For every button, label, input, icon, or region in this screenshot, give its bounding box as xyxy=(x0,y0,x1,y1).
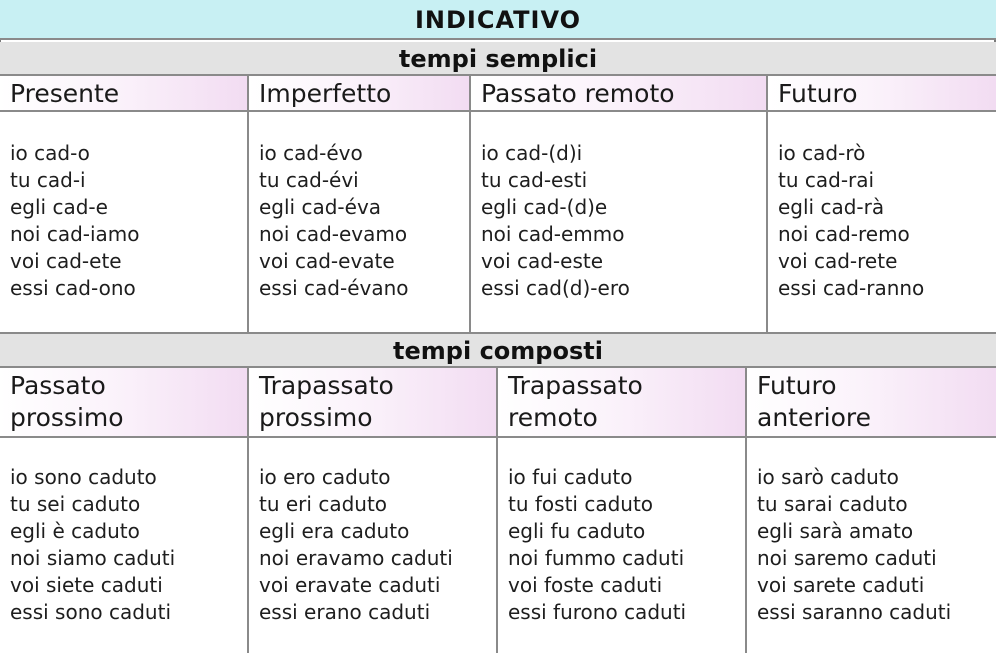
form-line: tu eri caduto xyxy=(259,492,388,516)
tense-header-imperfetto: Imperfetto xyxy=(249,76,471,112)
form-line: io cad-évo xyxy=(259,141,363,165)
form-line: egli è caduto xyxy=(10,519,140,543)
form-line: essi saranno caduti xyxy=(757,600,952,624)
form-line: io ero caduto xyxy=(259,465,391,489)
form-line: voi foste caduti xyxy=(508,573,663,597)
simple-tense-forms-row xyxy=(0,112,996,332)
forms-presente xyxy=(0,112,249,332)
form-line: tu cad-évi xyxy=(259,168,359,192)
tense-header-passato-prossimo: Passato prossimo xyxy=(0,368,249,438)
form-line: io fui caduto xyxy=(508,465,633,489)
tense-header-trapassato-remoto: Trapassato remoto xyxy=(498,368,747,438)
form-line: noi cad-iamo xyxy=(10,222,140,246)
form-line: egli fu caduto xyxy=(508,519,646,543)
form-line: tu sei caduto xyxy=(10,492,141,516)
form-line: essi cad-ranno xyxy=(778,276,925,300)
form-line: voi cad-evate xyxy=(259,249,395,273)
form-line: essi furono caduti xyxy=(508,600,687,624)
form-line: noi cad-remo xyxy=(778,222,910,246)
tense-header-futuro-anteriore: Futuro anteriore xyxy=(747,368,996,438)
form-line: voi sarete caduti xyxy=(757,573,925,597)
tense-header-trapassato-prossimo: Trapassato prossimo xyxy=(249,368,498,438)
form-line: voi eravate caduti xyxy=(259,573,441,597)
form-line: io cad-o xyxy=(10,141,90,165)
forms-imperfetto xyxy=(249,112,471,332)
form-line: voi siete caduti xyxy=(10,573,163,597)
forms-trapassato-prossimo xyxy=(249,438,498,653)
form-line: egli cad-éva xyxy=(259,195,382,219)
form-line: noi saremo caduti xyxy=(757,546,937,570)
forms-futuro-anteriore xyxy=(747,438,996,653)
form-line: egli cad-e xyxy=(10,195,108,219)
forms-passato-prossimo xyxy=(0,438,249,653)
form-line: egli sarà amato xyxy=(757,519,914,543)
form-line: io sarò caduto xyxy=(757,465,899,489)
form-line: egli cad-(d)e xyxy=(481,195,608,219)
forms-passato-remoto xyxy=(471,112,768,332)
form-line: essi cad-ono xyxy=(10,276,136,300)
form-line: essi cad(d)-ero xyxy=(481,276,630,300)
form-line: io cad-rò xyxy=(778,141,866,165)
section-heading-simple: tempi semplici xyxy=(0,42,996,76)
form-line: voi cad-ete xyxy=(10,249,122,273)
forms-trapassato-remoto xyxy=(498,438,747,653)
form-line: tu sarai caduto xyxy=(757,492,908,516)
form-line: voi cad-rete xyxy=(778,249,898,273)
form-line: voi cad-este xyxy=(481,249,604,273)
form-line: tu cad-rai xyxy=(778,168,875,192)
form-line: io cad-(d)i xyxy=(481,141,583,165)
tense-header-passato-remoto: Passato remoto xyxy=(471,76,768,112)
form-line: noi fummo caduti xyxy=(508,546,685,570)
form-line: io sono caduto xyxy=(10,465,157,489)
form-line: essi erano caduti xyxy=(259,600,431,624)
form-line: tu cad-i xyxy=(10,168,86,192)
table-title: INDICATIVO xyxy=(0,0,996,40)
section-heading-compound: tempi composti xyxy=(0,332,996,368)
form-line: essi cad-évano xyxy=(259,276,409,300)
tense-header-futuro: Futuro xyxy=(768,76,996,112)
form-line: tu fosti caduto xyxy=(508,492,654,516)
form-line: tu cad-esti xyxy=(481,168,588,192)
form-line: noi siamo caduti xyxy=(10,546,176,570)
form-line: egli cad-rà xyxy=(778,195,885,219)
compound-tense-header-row xyxy=(0,368,996,438)
form-line: noi eravamo caduti xyxy=(259,546,453,570)
form-line: noi cad-evamo xyxy=(259,222,408,246)
form-line: noi cad-emmo xyxy=(481,222,625,246)
form-line: essi sono caduti xyxy=(10,600,172,624)
forms-futuro xyxy=(768,112,996,332)
tense-header-presente: Presente xyxy=(0,76,249,112)
compound-tense-forms-row xyxy=(0,438,996,653)
simple-tense-header-row xyxy=(0,76,996,112)
form-line: egli era caduto xyxy=(259,519,410,543)
